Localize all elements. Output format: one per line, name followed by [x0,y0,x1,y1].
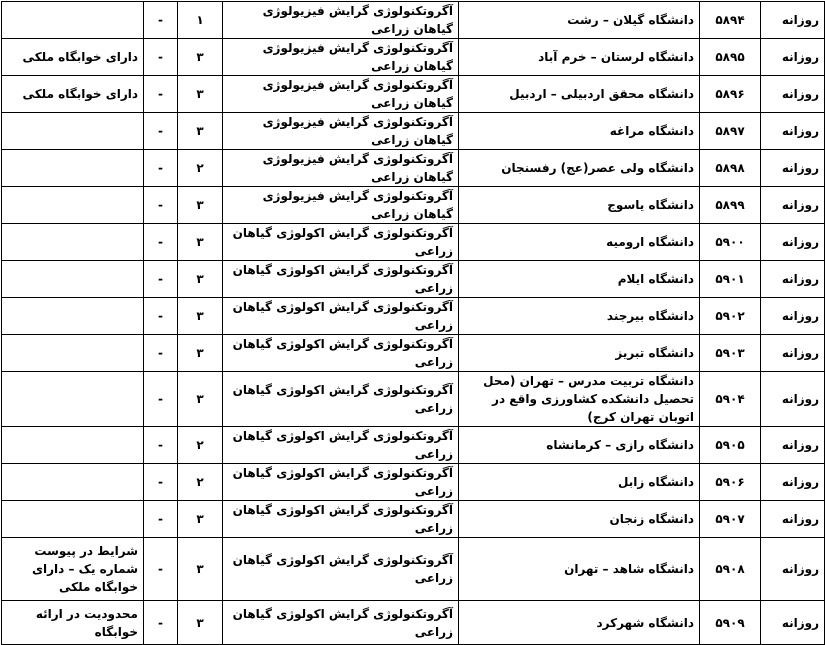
program-type-cell: روزانه [761,601,825,645]
dash-cell: - [144,224,178,261]
field-cell: آگروتکنولوژی گرایش اکولوژی گیاهان زراعی [223,601,459,645]
dash-cell: - [144,39,178,76]
dash-cell: - [144,76,178,113]
table-row [2,601,825,645]
note-cell [2,187,144,224]
table-row [2,187,825,224]
capacity-cell: ۳ [178,372,223,427]
program-code-cell: ۵۹۰۱ [700,261,761,298]
table-row [2,76,825,113]
capacity-cell: ۳ [178,261,223,298]
note-cell [2,113,144,150]
university-cell: دانشگاه بیرجند [459,298,700,335]
program-code-cell: ۵۸۹۵ [700,39,761,76]
capacity-cell: ۱ [178,2,223,39]
program-type-cell: روزانه [761,150,825,187]
program-type-cell: روزانه [761,224,825,261]
program-code-cell: ۵۸۹۸ [700,150,761,187]
university-cell: دانشگاه محقق اردبیلی – اردبیل [459,76,700,113]
capacity-cell: ۳ [178,113,223,150]
program-type-cell: روزانه [761,372,825,427]
university-cell: دانشگاه شهرکرد [459,601,700,645]
capacity-cell: ۳ [178,501,223,538]
program-code-cell: ۵۹۰۰ [700,224,761,261]
program-type-cell: روزانه [761,501,825,538]
table-row [2,150,825,187]
university-cell: دانشگاه زنجان [459,501,700,538]
dash-cell: - [144,538,178,601]
note-cell: شرایط در پیوست شماره یک – دارای خوابگاه ملکی [2,538,144,601]
dash-cell: - [144,464,178,501]
field-cell: آگروتکنولوژی گرایش اکولوژی گیاهان زراعی [223,538,459,601]
program-code-cell: ۵۸۹۷ [700,113,761,150]
program-code-cell: ۵۹۰۲ [700,298,761,335]
university-cell: دانشگاه ولی عصر(عج) رفسنجان [459,150,700,187]
program-code-cell: ۵۹۰۷ [700,501,761,538]
program-code-cell: ۵۸۹۹ [700,187,761,224]
table-row [2,335,825,372]
program-code-cell: ۵۹۰۴ [700,372,761,427]
dash-cell: - [144,298,178,335]
note-cell [2,335,144,372]
capacity-cell: ۲ [178,427,223,464]
field-cell: آگروتکنولوژی گرایش اکولوژی گیاهان زراعی [223,427,459,464]
field-cell: آگروتکنولوژی گرایش فیزیولوژی گیاهان زراعی [223,76,459,113]
field-cell: آگروتکنولوژی گرایش اکولوژی گیاهان زراعی [223,224,459,261]
note-cell: دارای خوابگاه ملکی [2,39,144,76]
program-code-cell: ۵۹۰۹ [700,601,761,645]
dash-cell: - [144,601,178,645]
program-type-cell: روزانه [761,76,825,113]
program-type-cell: روزانه [761,39,825,76]
note-cell: محدودیت در ارائه خوابگاه [2,601,144,645]
capacity-cell: ۲ [178,464,223,501]
dash-cell: - [144,372,178,427]
university-cell: دانشگاه تبریز [459,335,700,372]
university-cell: دانشگاه شاهد – تهران [459,538,700,601]
note-cell [2,224,144,261]
field-cell: آگروتکنولوژی گرایش اکولوژی گیاهان زراعی [223,261,459,298]
note-cell [2,261,144,298]
capacity-cell: ۳ [178,224,223,261]
program-code-cell: ۵۸۹۴ [700,2,761,39]
note-cell [2,150,144,187]
note-cell [2,427,144,464]
table-row [2,538,825,601]
note-cell [2,372,144,427]
program-type-cell: روزانه [761,538,825,601]
program-code-cell: ۵۹۰۸ [700,538,761,601]
dash-cell: - [144,187,178,224]
program-type-cell: روزانه [761,261,825,298]
table-row [2,39,825,76]
table-row [2,113,825,150]
note-cell [2,464,144,501]
program-code-cell: ۵۸۹۶ [700,76,761,113]
field-cell: آگروتکنولوژی گرایش اکولوژی گیاهان زراعی [223,298,459,335]
capacity-cell: ۳ [178,538,223,601]
dash-cell: - [144,2,178,39]
program-code-cell: ۵۹۰۵ [700,427,761,464]
dash-cell: - [144,335,178,372]
note-cell [2,501,144,538]
field-cell: آگروتکنولوژی گرایش اکولوژی گیاهان زراعی [223,464,459,501]
dash-cell: - [144,501,178,538]
field-cell: آگروتکنولوژی گرایش فیزیولوژی گیاهان زراعی [223,150,459,187]
field-cell: آگروتکنولوژی گرایش اکولوژی گیاهان زراعی [223,501,459,538]
table-row [2,372,825,427]
table-row [2,2,825,39]
table-row [2,298,825,335]
field-cell: آگروتکنولوژی گرایش فیزیولوژی گیاهان زراعی [223,187,459,224]
university-cell: دانشگاه رازی – کرمانشاه [459,427,700,464]
university-cell: دانشگاه تربیت مدرس – تهران (محل تحصیل دانشکده کشاورزی واقع در اتوبان تهران کرج) [459,372,700,427]
capacity-cell: ۳ [178,76,223,113]
program-code-cell: ۵۹۰۶ [700,464,761,501]
capacity-cell: ۳ [178,601,223,645]
table-row [2,261,825,298]
field-cell: آگروتکنولوژی گرایش فیزیولوژی گیاهان زراعی [223,39,459,76]
dash-cell: - [144,113,178,150]
capacity-cell: ۳ [178,39,223,76]
program-type-cell: روزانه [761,464,825,501]
university-cell: دانشگاه یاسوج [459,187,700,224]
capacity-cell: ۲ [178,150,223,187]
program-type-cell: روزانه [761,2,825,39]
table-row [2,501,825,538]
program-type-cell: روزانه [761,187,825,224]
capacity-cell: ۳ [178,187,223,224]
university-cell: دانشگاه لرستان – خرم آباد [459,39,700,76]
program-type-cell: روزانه [761,298,825,335]
university-cell: دانشگاه مراغه [459,113,700,150]
note-cell [2,298,144,335]
field-cell: آگروتکنولوژی گرایش فیزیولوژی گیاهان زراعی [223,2,459,39]
table-row [2,427,825,464]
dash-cell: - [144,261,178,298]
university-cell: دانشگاه ایلام [459,261,700,298]
university-cell: دانشگاه ارومیه [459,224,700,261]
dash-cell: - [144,427,178,464]
table-row [2,224,825,261]
program-type-cell: روزانه [761,427,825,464]
field-cell: آگروتکنولوژی گرایش فیزیولوژی گیاهان زراعی [223,113,459,150]
field-cell: آگروتکنولوژی گرایش اکولوژی گیاهان زراعی [223,335,459,372]
table-row [2,464,825,501]
program-type-cell: روزانه [761,113,825,150]
programs-table [1,1,825,645]
program-type-cell: روزانه [761,335,825,372]
capacity-cell: ۳ [178,298,223,335]
university-cell: دانشگاه زابل [459,464,700,501]
note-cell [2,2,144,39]
program-code-cell: ۵۹۰۳ [700,335,761,372]
dash-cell: - [144,150,178,187]
capacity-cell: ۳ [178,335,223,372]
university-cell: دانشگاه گیلان – رشت [459,2,700,39]
field-cell: آگروتکنولوژی گرایش اکولوژی گیاهان زراعی [223,372,459,427]
note-cell: دارای خوابگاه ملکی [2,76,144,113]
